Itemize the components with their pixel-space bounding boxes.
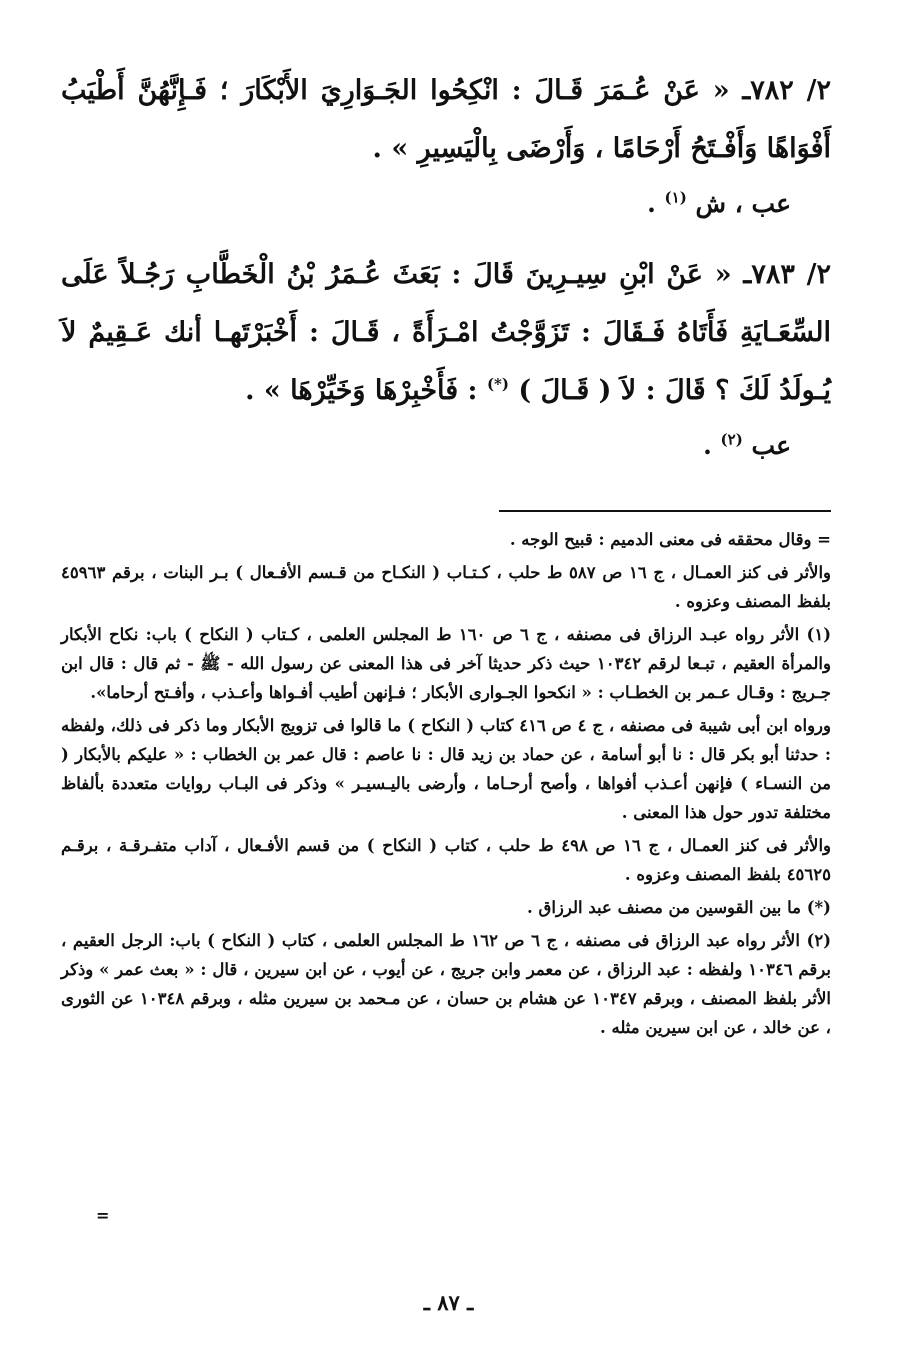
hadith-782: ٢/ ٧٨٢ـ « عَنْ عُـمَرَ قَـالَ : انْكِحُوا الجَـوَارِيَ الأَبْكَارَ ؛ فَـإِنَّهُنَّ أَطْيَبُ أَفْوَاهًا وَأَفْـتَحُ أَرْحَامًا ، وَأَرْضَى بِالْيَسِيرِ » . — [61, 75, 831, 164]
footnote-1: (١) الأثر رواه عبـد الرزاق فى مصنفه ، ج ٦ ص ١٦٠ ط المجلس العلمى ، كـتاب ( النكاح ) باب: نكاح الأبكار والمرأة العقيم ، تبـعا لرقم ١٠٣٤٢ حيث ذكر حديثا آخر فى هذا المعنى عن رسول الله - ﷺ - ثم قال : قال ابن جـريج : وقـال عـمر بن الخطـاب : « انكحوا الجـوارى الأبكار ؛ فـإنهن أطيب أفـواها وأعـذب ، وأفـتح أرحاما». — [61, 625, 831, 702]
source-783-text: عب — [751, 431, 791, 460]
hadith-783-part-a: ٢/ ٧٨٣ـ « عَنْ ابْنِ سِيـرِينَ قَالَ : بَعَثَ عُـمَرُ بْنُ الْخَطَّابِ رَجُـلاً عَلَى السِّعَـايَةِ فَأَتَاهُ فَـقَالَ : تَزَوَّجْتُ امْـرَأَةً ، قَـالَ : أَخْبَرْتَهـا أنك عَـقِيمٌ لاَ يُـولَدُ لَكَ ؟ قَالَ : لاَ ( قَـالَ ) — [61, 259, 831, 406]
footnotes — [61, 525, 831, 1046]
footnote-1-paragraph-3: والأثر فى كنز العمـال ، ج ١٦ ص ٤٩٨ ط حلب ، كتاب ( النكاح ) من قسم الأفـعال ، آداب متفـرقـة ، برقـم ٤٥٦٢٥ بلفظ المصنف وعزوه . — [61, 836, 832, 884]
main-text — [61, 62, 831, 488]
footnote-ref-star[interactable]: (*) — [486, 375, 509, 393]
footnote-ref-1[interactable]: (١) — [664, 188, 687, 207]
footnote-star: (*) ما بين القوسين من مصنف عبد الرزاق . — [527, 898, 831, 917]
hadith-783 — [61, 246, 831, 420]
source-782-end: . — [647, 189, 656, 218]
footnote-continuation-2: والأثر فى كنز العمـال ، ج ١٦ ص ٥٨٧ ط حلب ، كـتـاب ( النكـاح من قـسم الأفـعال ) بـر البنات ، برقم ٤٥٩٦٣ بلفظ المصنف وعزوه . — [61, 563, 832, 611]
footnote-separator — [499, 510, 831, 512]
source-783 — [61, 420, 791, 472]
source-782 — [61, 178, 791, 230]
hadith-783-part-b: : فَأَخْبِرْهَا وَخَيِّرْهَا » . — [245, 375, 478, 406]
source-783-end: . — [703, 431, 712, 460]
footnote-1-paragraph-2: ورواه ابن أبى شيبة فى مصنفه ، ج ٤ ص ٤١٦ كتاب ( النكاح ) ما قالوا فى تزويج الأبكار وما ذكر فى ذلك، ولفظه : حدثنا أبو بكر قال : نا أبو أسامة ، عن حماد بن زيد قال : نا عاصم : قال عمر بن الخطاب : « عليكم بالأبكار ( من النسـاء ) فإنهن أعـذب أفواها ، وأصح أرحـاما ، وأرضى باليـسيـر » وذكر فى البـاب روايات متعددة بألفاظ مختلفة تدور حول هذا المعنى . — [61, 716, 831, 822]
footnote-2: (٢) الأثر رواه عبد الرزاق فى مصنفه ، ج ٦ ص ١٦٢ ط المجلس العلمى ، كتاب ( النكاح ) باب: الرجل العقيم ، برقم ١٠٣٤٦ ولفظه : عبد الرزاق ، عن معمر وابن جريج ، عن أيوب ، عن ابن سيرين ، قال : « بعث عمر » وذكر الأثر بلفظ المصنف ، وبرقم ١٠٣٤٧ عن هشام بن حسان ، عن مـحمد بن سيرين مثله ، وبرقم ١٠٣٤٨ عن الثورى ، عن خالد ، عن ابن سيرين مثله . — [61, 931, 831, 1037]
footnote-continuation-1: = وقال محققه فى معنى الدميم : قبيح الوجه . — [509, 530, 831, 549]
continuation-mark: = — [96, 1206, 110, 1225]
source-782-text: عب ، ش — [695, 189, 791, 218]
page-number: ـ ٨٧ ـ — [423, 1290, 474, 1315]
footnote-ref-2[interactable]: (٢) — [720, 430, 743, 449]
